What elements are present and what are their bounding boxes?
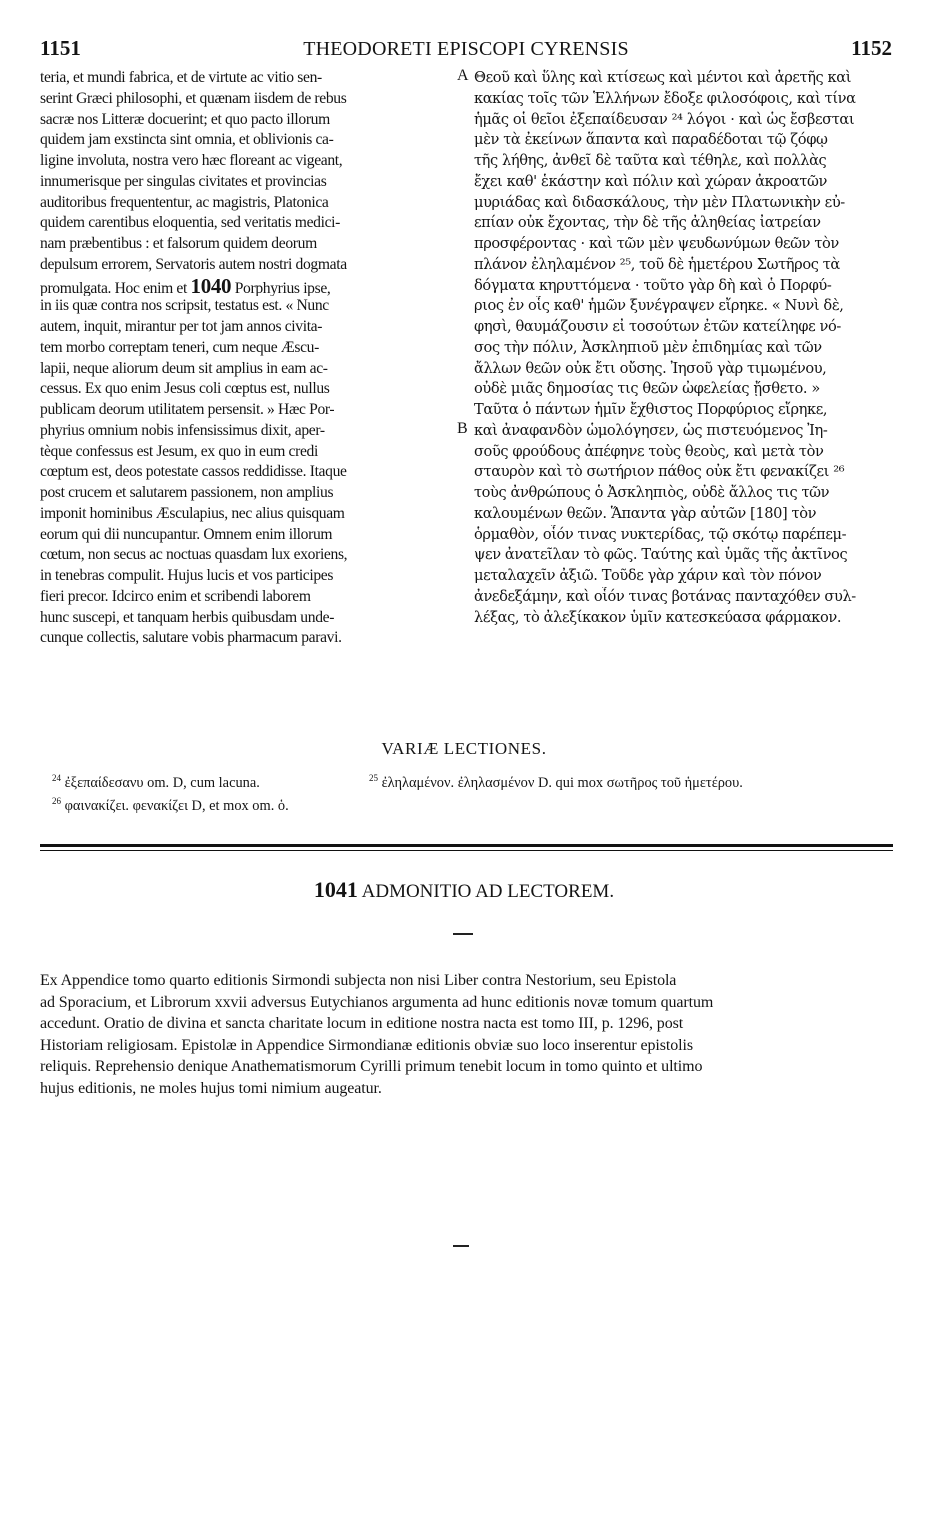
section-rule-thick — [40, 844, 893, 847]
latin-line: cœtum, non secus ac noctuas quasdam lux exoriens, — [40, 546, 348, 564]
latin-line: auditoribus frequententur, ac magistris, Platonica — [40, 193, 329, 211]
note-marker: 24 — [52, 773, 61, 783]
variant-notes-right — [369, 769, 743, 792]
section-rule-thin — [40, 850, 893, 851]
greek-line: ἀνεδεξάμην, καὶ οἷόν τινας βοτάνας πανταχόθεν συλ- — [474, 587, 856, 605]
latin-line: ligine involuta, nostra vero hæc floreant ac vigeant, — [40, 152, 343, 169]
latin-line: depulsum errorem, Servatoris autem nostri dogmata — [40, 255, 347, 273]
latin-line: post crucem et salutarem passionem, non amplius — [40, 484, 334, 501]
latin-line: tèque confessus est Jesum, ex quo in eum credi — [40, 442, 318, 460]
note-text: ἐξεπαίδεσανυ om. D, cum lacuna. — [64, 774, 260, 791]
greek-line: ἄλλων θεῶν οὐκ ἔτι οὔσης. Ἰησοῦ γὰρ τιμωμένου, — [474, 359, 827, 377]
left-page-number: 1151 — [40, 36, 81, 60]
greek-line: τοὺς ἀνθρώπους ὁ Ἀσκληπιὸς, οὐδὲ ἄλλος τις τῶν — [474, 484, 830, 501]
column-number-marker: 1041 — [313, 877, 358, 902]
admonitio-line: reliquis. Reprehensio denique Anathematismorum Cyrilli primum tenebit locum in tomo quinto et ultimo — [40, 1058, 703, 1075]
greek-line: σοῦς φρούδους ἀπέφηνε τοὺς θεοὺς, καὶ μετὰ τὸν — [474, 442, 824, 460]
latin-line: lapii, neque aliorum deum sit amplius in eam ac- — [40, 359, 328, 377]
greek-line: καὶ ἀναφανδὸν ὡμολόγησεν, ὡς πιστευόμενος Ἰη- — [474, 421, 828, 439]
note-text: ἐληλαμένον. ἐληλασμένον D. qui mox σωτῆρος τοῦ ἡμετέρου. — [381, 774, 743, 791]
latin-line: teria, et mundi fabrica, et de virtute ac vitio sen- — [40, 69, 322, 86]
latin-line: in tenebras compulit. Hujus lucis et vos participes — [40, 567, 334, 584]
latin-line-with-number — [40, 276, 454, 297]
latin-line: phyrius omnium nobis infensissimus dixit, aper- — [40, 421, 325, 439]
greek-line: ὁρμαθὸν, οἷόν τινας νυκτερίδας, τῷ σκότῳ παρέπεμ- — [474, 525, 847, 543]
admonitio-line: ad Sporacium, et Librorum xxvii adversus Eutychianos argumenta ad hunc editionis novæ tomum quartum — [40, 993, 714, 1011]
latin-line: cœptum est, deos potestate cassos reddidisse. Itaque — [40, 463, 347, 481]
running-head: THEODORETI EPISCOPI CYRENSIS — [303, 38, 629, 60]
greek-line: μεταλαχεῖν ἀξιῶ. Τοῦδε γὰρ χάριν καὶ τὸν πόνον — [474, 567, 822, 584]
short-dash-divider — [453, 933, 473, 935]
latin-line: innumerisque per singulas civitates et provincias — [40, 172, 327, 190]
note-marker: 26 — [52, 795, 61, 806]
latin-column — [40, 68, 454, 649]
latin-line: in iis quæ contra nos scripsit, testatus est. « Nunc — [40, 297, 329, 315]
greek-line: Θεοῦ καὶ ὕλης καὶ κτίσεως καὶ μέντοι καὶ ἀρετῆς καὶ — [474, 69, 852, 86]
greek-line: πλάνον ἐληλαμένον ²⁵, τοῦ δὲ ἡμετέρου Σωτῆρος τὰ — [474, 255, 840, 273]
latin-line: tem morbo correptam teneri, cum neque Æscu- — [40, 338, 319, 356]
right-page-number: 1152 — [851, 36, 892, 60]
greek-line: ἡμᾶς οἱ θεῖοι ἐξεπαίδευσαν ²⁴ λόγοι · καὶ ὡς ἔσβεσται — [474, 110, 855, 128]
greek-line: ψεν ἀνατεῖλαν τὸ φῶς. Ταύτης καὶ ὑμᾶς τῆς ἀκτῖνος — [474, 546, 848, 564]
greek-line: σταυρὸν καὶ τὸ σωτήριον πάθος οὐκ ἔτι φενακίζει ²⁶ — [474, 463, 845, 481]
margin-letter-a: A — [457, 67, 469, 84]
greek-line: σος τὴν πόλιν, Ἀσκληπιοῦ μὲν ἐπιδημίας καὶ τῶν — [474, 338, 822, 356]
latin-line: serint Græci philosophi, et quænam iisdem de rebus — [40, 89, 347, 107]
greek-line: προσφέροντας · καὶ τῶν μὲν ψευδωνύμων θεῶν τὸν — [474, 235, 839, 252]
latin-text: promulgata. Hoc enim et — [40, 279, 187, 297]
greek-line: τῆς λήθης, ἀνθεῖ δὲ ταῦτα καὶ τέθηλε, καὶ πολλὰς — [474, 152, 827, 169]
note-text: φαινακίζει. φενακίζει D, et mox om. ὁ. — [64, 797, 289, 814]
latin-line: nam præbentibus : et falsorum quidem deorum — [40, 235, 317, 252]
greek-line: μὲν τὰ ἐκείνων ἅπαντα καὶ παραδέδοται τῷ ζόφῳ — [474, 131, 828, 149]
greek-line: ἔχει καθ' ἑκάστην καὶ πόλιν καὶ χώραν ἀκροατῶν — [474, 172, 827, 190]
greek-column — [474, 68, 892, 628]
short-dash-divider — [453, 1245, 469, 1247]
variae-lectiones-heading: VARIÆ LECTIONES. — [381, 739, 547, 758]
admonitio-line: Historiam religiosam. Epistolæ in Appendice Sirmondianæ editionis obviæ suo loco inserentur epistolis — [40, 1036, 693, 1054]
latin-line: fieri precor. Idcirco enim et scribendi laborem — [40, 587, 311, 605]
greek-line: φησὶ, θαυμάζουσιν εἰ τοσούτων ἐτῶν κατείληφε νό- — [474, 318, 841, 335]
admonitio-title: ADMONITIO AD LECTOREM. — [361, 881, 615, 902]
admonitio-line: Ex Appendice tomo quarto editionis Sirmondi subjecta non nisi Liber contra Nestorium, seu Epistola — [40, 972, 677, 989]
greek-line: δόγματα κηρυττόμενα · τοῦτο γὰρ δὴ καὶ ὁ Πορφύ- — [474, 276, 832, 294]
admonitio-line: hujus editionis, ne moles hujus tomi nimium augeatur. — [40, 1079, 382, 1097]
latin-line: cessus. Ex quo enim Jesus coli cœptus est, nullus — [40, 380, 330, 398]
page-header — [40, 36, 892, 64]
greek-line: ριος ἐν οἷς καθ' ἡμῶν ξυνέγραψεν εἴρηκε. « Νυνὶ δὲ, — [474, 297, 844, 315]
greek-line: οὐδὲ μιᾶς δημοσίας τις θεῶν ὠφελείας ᾔσθετο. » — [474, 380, 820, 398]
greek-line: επίαν οὐκ ἔχοντας, τὴν δὲ τῆς ἀληθείας ἰατρείαν — [474, 214, 821, 232]
admonitio-heading — [0, 877, 928, 903]
greek-line: μυριάδας καὶ διδασκάλους, τὴν μὲν Πλατωνικὴν εὐ- — [474, 193, 845, 211]
note-marker: 25 — [369, 773, 378, 783]
variant-note-25 — [369, 769, 743, 792]
variant-notes-left — [52, 769, 289, 815]
admonitio-body — [40, 970, 892, 1099]
greek-line: Ταῦτα ὁ πάντων ἡμῖν ἔχθιστος Πορφύριος εἴρηκε, — [474, 401, 828, 418]
latin-line: publicam deorum utilitatem persensit. » Hæc Por- — [40, 401, 335, 418]
latin-line: eorum qui dii nuncupantur. Omnem enim illorum — [40, 525, 333, 543]
latin-line: imponit hominibus Æsculapius, nec alius quisquam — [40, 504, 345, 522]
latin-text: Porphyrius ipse, — [231, 279, 331, 297]
greek-line: λέξας, τὸ ἀλεξίκακον ὑμῖν κατεσκεύασα φάρμακον. — [474, 608, 842, 626]
latin-line: autem, inquit, mirantur per tot jam annos civita- — [40, 318, 323, 335]
latin-line: cunque collectis, salutare vobis pharmacum paravi. — [40, 629, 342, 647]
latin-line: quidem carentibus eloquentia, sed veritatis medici- — [40, 214, 340, 232]
variant-note-26 — [52, 792, 289, 815]
latin-line: sacræ nos Litteræ docuerint; et quo pacto illorum — [40, 110, 330, 128]
admonitio-line: accedunt. Oratio de divina et sancta charitate locum in editione nostra nacta est tomo III, p. 1296, post — [40, 1015, 684, 1032]
greek-line: κακίας τοῖς τῶν Ἑλλήνων ἔδοξε φιλοσόφοις, καὶ τίνα — [474, 89, 856, 107]
variant-note-24 — [52, 769, 289, 792]
latin-line: hunc suscepi, et tanquam herbis quibusdam unde- — [40, 608, 335, 626]
column-number-marker: 1040 — [190, 275, 232, 297]
latin-line: quidem jam exstincta sint omnia, et oblivionis ca- — [40, 131, 334, 149]
greek-line: καλουμένων θεῶν. Ἅπαντα γὰρ αὐτῶν [180] τὸν — [474, 504, 817, 522]
margin-letter-b: B — [457, 420, 468, 437]
